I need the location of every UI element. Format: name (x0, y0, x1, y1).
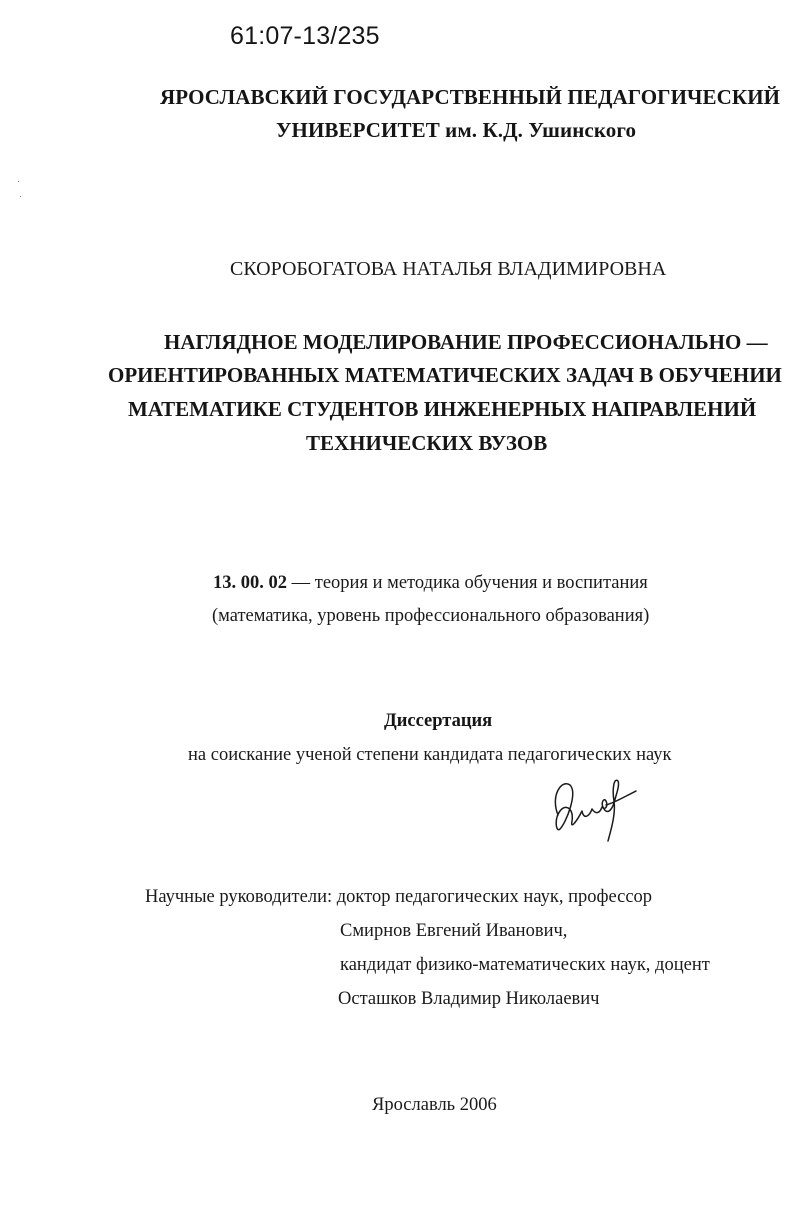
dissertation-label: Диссертация (384, 711, 493, 731)
dissertation-subtitle: на соискание ученой степени кандидата педагогических наук (188, 745, 672, 765)
thesis-title-line2: ОРИЕНТИРОВАННЫХ МАТЕМАТИЧЕСКИХ ЗАДАЧ В ОБУЧЕНИИ (108, 363, 782, 387)
thesis-title-line3: МАТЕМАТИКЕ СТУДЕНТОВ ИНЖЕНЕРНЫХ НАПРАВЛЕНИЙ (128, 397, 757, 421)
archive-code: 61:07-13/235 (230, 22, 380, 50)
specialty-line1 (213, 573, 648, 594)
specialty-line2: (математика, уровень профессионального образования) (212, 606, 650, 626)
specialty-code: 13. 00. 02 (213, 573, 287, 593)
author-name: СКОРОБОГАТОВА НАТАЛЬЯ ВЛАДИМИРОВНА (230, 258, 667, 280)
supervisor2-name: Осташков Владимир Николаевич (338, 989, 600, 1009)
specialty-description: — теория и методика обучения и воспитания (287, 573, 648, 593)
supervisors-label-line: Научные руководители: доктор педагогических наук, профессор (145, 887, 653, 907)
city-year: Ярославль 2006 (372, 1095, 497, 1115)
thesis-title-line1: НАГЛЯДНОЕ МОДЕЛИРОВАНИЕ ПРОФЕССИОНАЛЬНО — (164, 330, 768, 354)
signature (548, 775, 638, 845)
scan-speck (20, 196, 21, 197)
university-name-line2: УНИВЕРСИТЕТ им. К.Д. Ушинского (276, 118, 637, 142)
scan-speck (18, 181, 19, 182)
thesis-title-line4: ТЕХНИЧЕСКИХ ВУЗОВ (306, 431, 548, 455)
supervisor2-degree: кандидат физико-математических наук, доцент (340, 955, 710, 975)
university-name-line1: ЯРОСЛАВСКИЙ ГОСУДАРСТВЕННЫЙ ПЕДАГОГИЧЕСКИЙ (160, 85, 781, 109)
supervisor1-name: Смирнов Евгений Иванович, (340, 921, 568, 941)
